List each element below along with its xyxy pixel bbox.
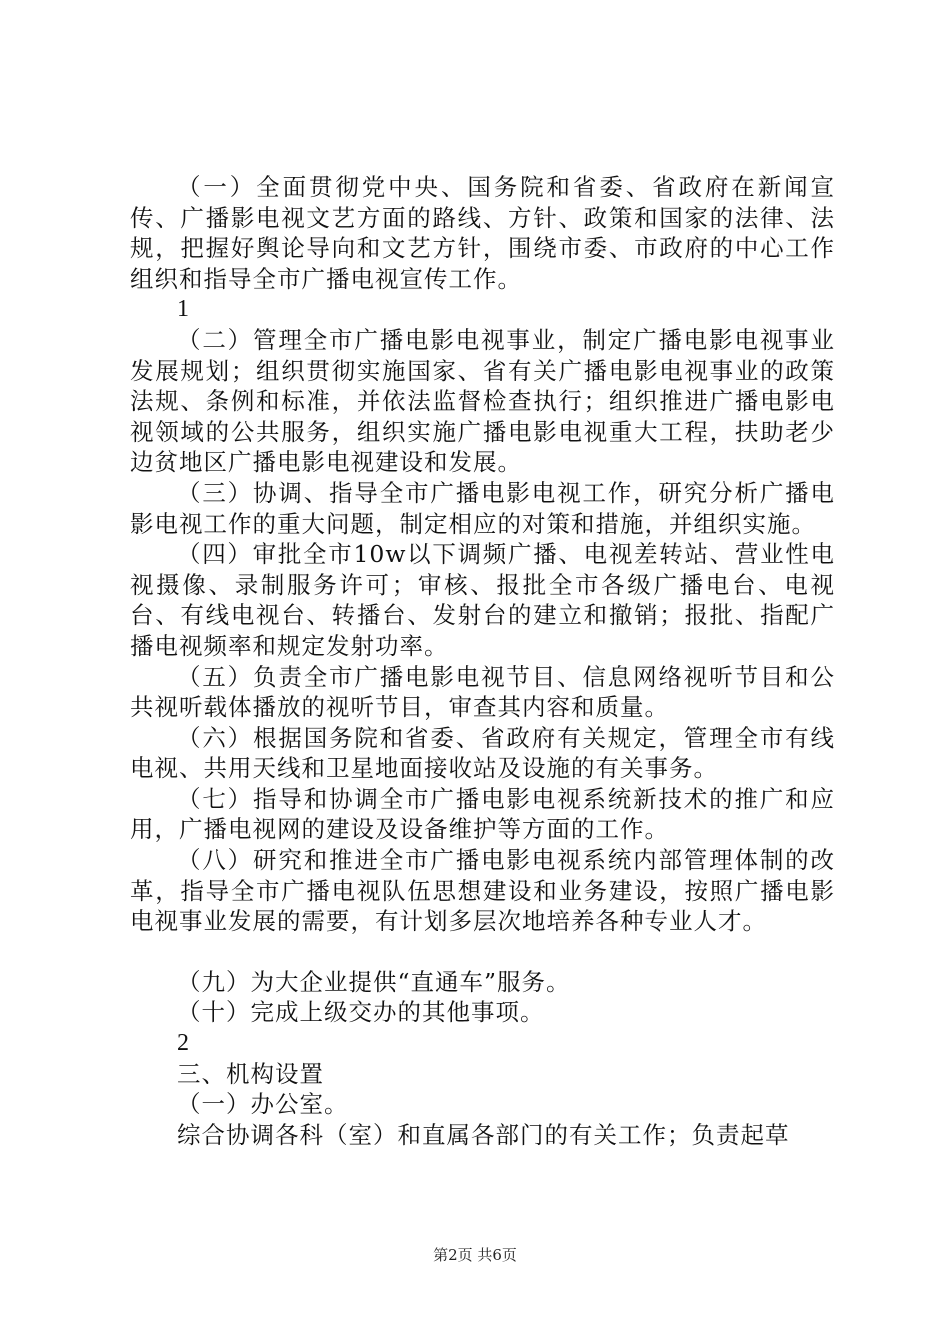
paragraph-duty-3: （三）协调、指导全市广播电影电视工作，研究分析广播电影电视工作的重大问题，制定相应的对策和措施，并组织实施。	[130, 478, 835, 538]
paragraph-duty-1: （一）全面贯彻党中央、国务院和省委、省政府在新闻宣传、广播影电视文艺方面的路线、方针、政策和国家的法律、法规，把握好舆论导向和文艺方针，围绕市委、市政府的中心工作组织和指导全市广播电视宣传工作。	[130, 173, 835, 293]
page-marker-2: 2	[177, 1030, 189, 1057]
paragraph-duty-10: （十）完成上级交办的其他事项。	[177, 998, 545, 1027]
subsection-heading: （一）办公室。	[177, 1090, 349, 1119]
page-marker-1: 1	[177, 296, 189, 323]
paragraph-duty-7: （七）指导和协调全市广播电影电视系统新技术的推广和应用，广播电视网的建设及设备维护等方面的工作。	[130, 784, 835, 844]
page-footer: 第2页 共6页	[433, 1246, 517, 1264]
paragraph-duty-9: （九）为大企业提供“直通车”服务。	[177, 967, 571, 996]
paragraph-office-duties: 综合协调各科（室）和直属各部门的有关工作；负责起草	[177, 1120, 790, 1149]
paragraph-gap	[130, 937, 835, 967]
paragraph-duty-6: （六）根据国务院和省委、省政府有关规定，管理全市有线电视、共用天线和卫星地面接收站及设施的有关事务。	[130, 723, 835, 783]
paragraph-duty-5: （五）负责全市广播电影电视节目、信息网络视听节目和公共视听载体播放的视听节目，审查其内容和质量。	[130, 662, 835, 722]
paragraph-duty-4: （四）审批全市10w以下调频广播、电视差转站、营业性电视摄像、录制服务许可；审核、报批全市各级广播电台、电视台、有线电视台、转播台、发射台的建立和撤销；报批、指配广播电视频率和规定发射功率。	[130, 540, 835, 660]
paragraph-duty-2: （二）管理全市广播电影电视事业，制定广播电影电视事业发展规划；组织贯彻实施国家、省有关广播电影电视事业的政策法规、条例和标准，并依法监督检查执行；组织推进广播电影电视领域的公共服务，组织实施广播电影电视重大工程，扶助老少边贫地区广播电影电视建设和发展。	[130, 325, 835, 477]
section-heading: 三、机构设置	[177, 1059, 324, 1088]
paragraph-duty-8: （八）研究和推进全市广播电影电视系统内部管理体制的改革，指导全市广播电视队伍思想建设和业务建设，按照广播电影电视事业发展的需要，有计划多层次地培养各种专业人才。	[130, 846, 835, 936]
document-body	[130, 172, 835, 1150]
